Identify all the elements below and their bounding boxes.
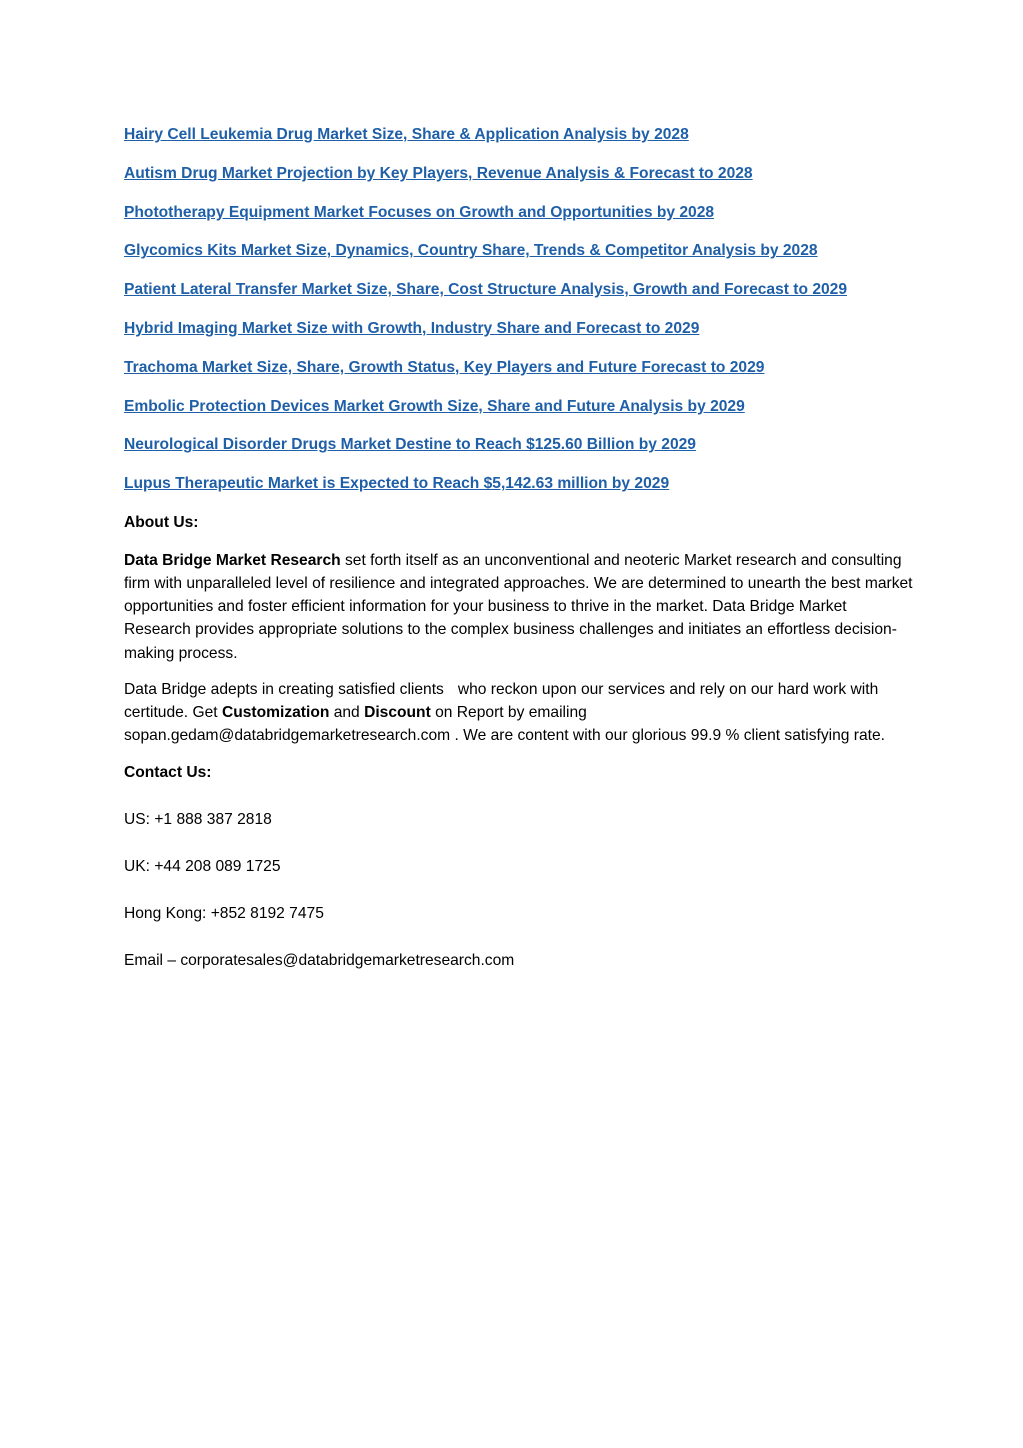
report-link-neurological-disorder[interactable]: Neurological Disorder Drugs Market Destine to Reach $125.60 Billion by 2029	[124, 436, 696, 454]
about-paragraph-1	[124, 549, 914, 665]
company-name: Data Bridge Market Research	[124, 551, 341, 569]
about-paragraph-1-text: set forth itself as an unconventional and neoteric Market research and consulting firm with unparalleled level of resilience and integrated approaches. We are determined to unearth the best market opportunities and foster efficient information for your business to thrive in the market. Data Bridge Market Research provides appropriate solutions to the complex business challenges and initiates an effortless decision-making process.	[124, 551, 913, 662]
contact-us-phone: US: +1 888 387 2818	[124, 811, 272, 829]
contact-hongkong-phone: Hong Kong: +852 8192 7475	[124, 905, 324, 923]
about-paragraph-2-text-d: on Report by emailing sopan.gedam@databridgemarketresearch.com . We are content with our glorious 99.9 % client satisfying rate.	[124, 703, 885, 745]
report-link-hairy-cell-leukemia[interactable]: Hairy Cell Leukemia Drug Market Size, Share & Application Analysis by 2028	[124, 126, 689, 143]
contact-email: Email – corporatesales@databridgemarketresearch.com	[124, 952, 515, 970]
report-link-hybrid-imaging[interactable]: Hybrid Imaging Market Size with Growth, Industry Share and Forecast to 2029	[124, 319, 700, 337]
about-heading: About Us:	[124, 513, 199, 531]
report-link-lupus-therapeutic[interactable]: Lupus Therapeutic Market is Expected to Reach $5,142.63 million by 2029	[124, 475, 670, 493]
report-link-phototherapy-equipment[interactable]: Phototherapy Equipment Market Focuses on Growth and Opportunities by 2028	[124, 203, 715, 221]
discount-label: Discount	[364, 703, 431, 721]
report-link-trachoma[interactable]: Trachoma Market Size, Share, Growth Status, Key Players and Future Forecast to 2029	[124, 358, 765, 376]
about-paragraph-2-text-b: who reckon upon our services and rely on our hard work with certitude. Get	[124, 680, 879, 721]
about-paragraph-2-text-a: Data Bridge adepts in creating satisfied clients	[124, 680, 444, 698]
contact-heading: Contact Us:	[124, 764, 212, 782]
document-page	[124, 122, 914, 995]
about-paragraph-2-text-c: and	[329, 703, 365, 721]
customization-label: Customization	[221, 703, 330, 721]
report-link-glycomics-kits[interactable]: Glycomics Kits Market Size, Dynamics, Country Share, Trends & Competitor Analysis by 2028	[124, 242, 818, 260]
report-link-patient-lateral-transfer[interactable]: Patient Lateral Transfer Market Size, Share, Cost Structure Analysis, Growth and Forecast to 2029	[124, 281, 848, 299]
report-link-autism-drug[interactable]: Autism Drug Market Projection by Key Players, Revenue Analysis & Forecast to 2028	[124, 164, 753, 182]
contact-uk-phone: UK: +44 208 089 1725	[124, 858, 281, 876]
about-paragraph-2	[124, 678, 914, 748]
report-link-embolic-protection[interactable]: Embolic Protection Devices Market Growth Size, Share and Future Analysis by 2029	[124, 397, 745, 415]
